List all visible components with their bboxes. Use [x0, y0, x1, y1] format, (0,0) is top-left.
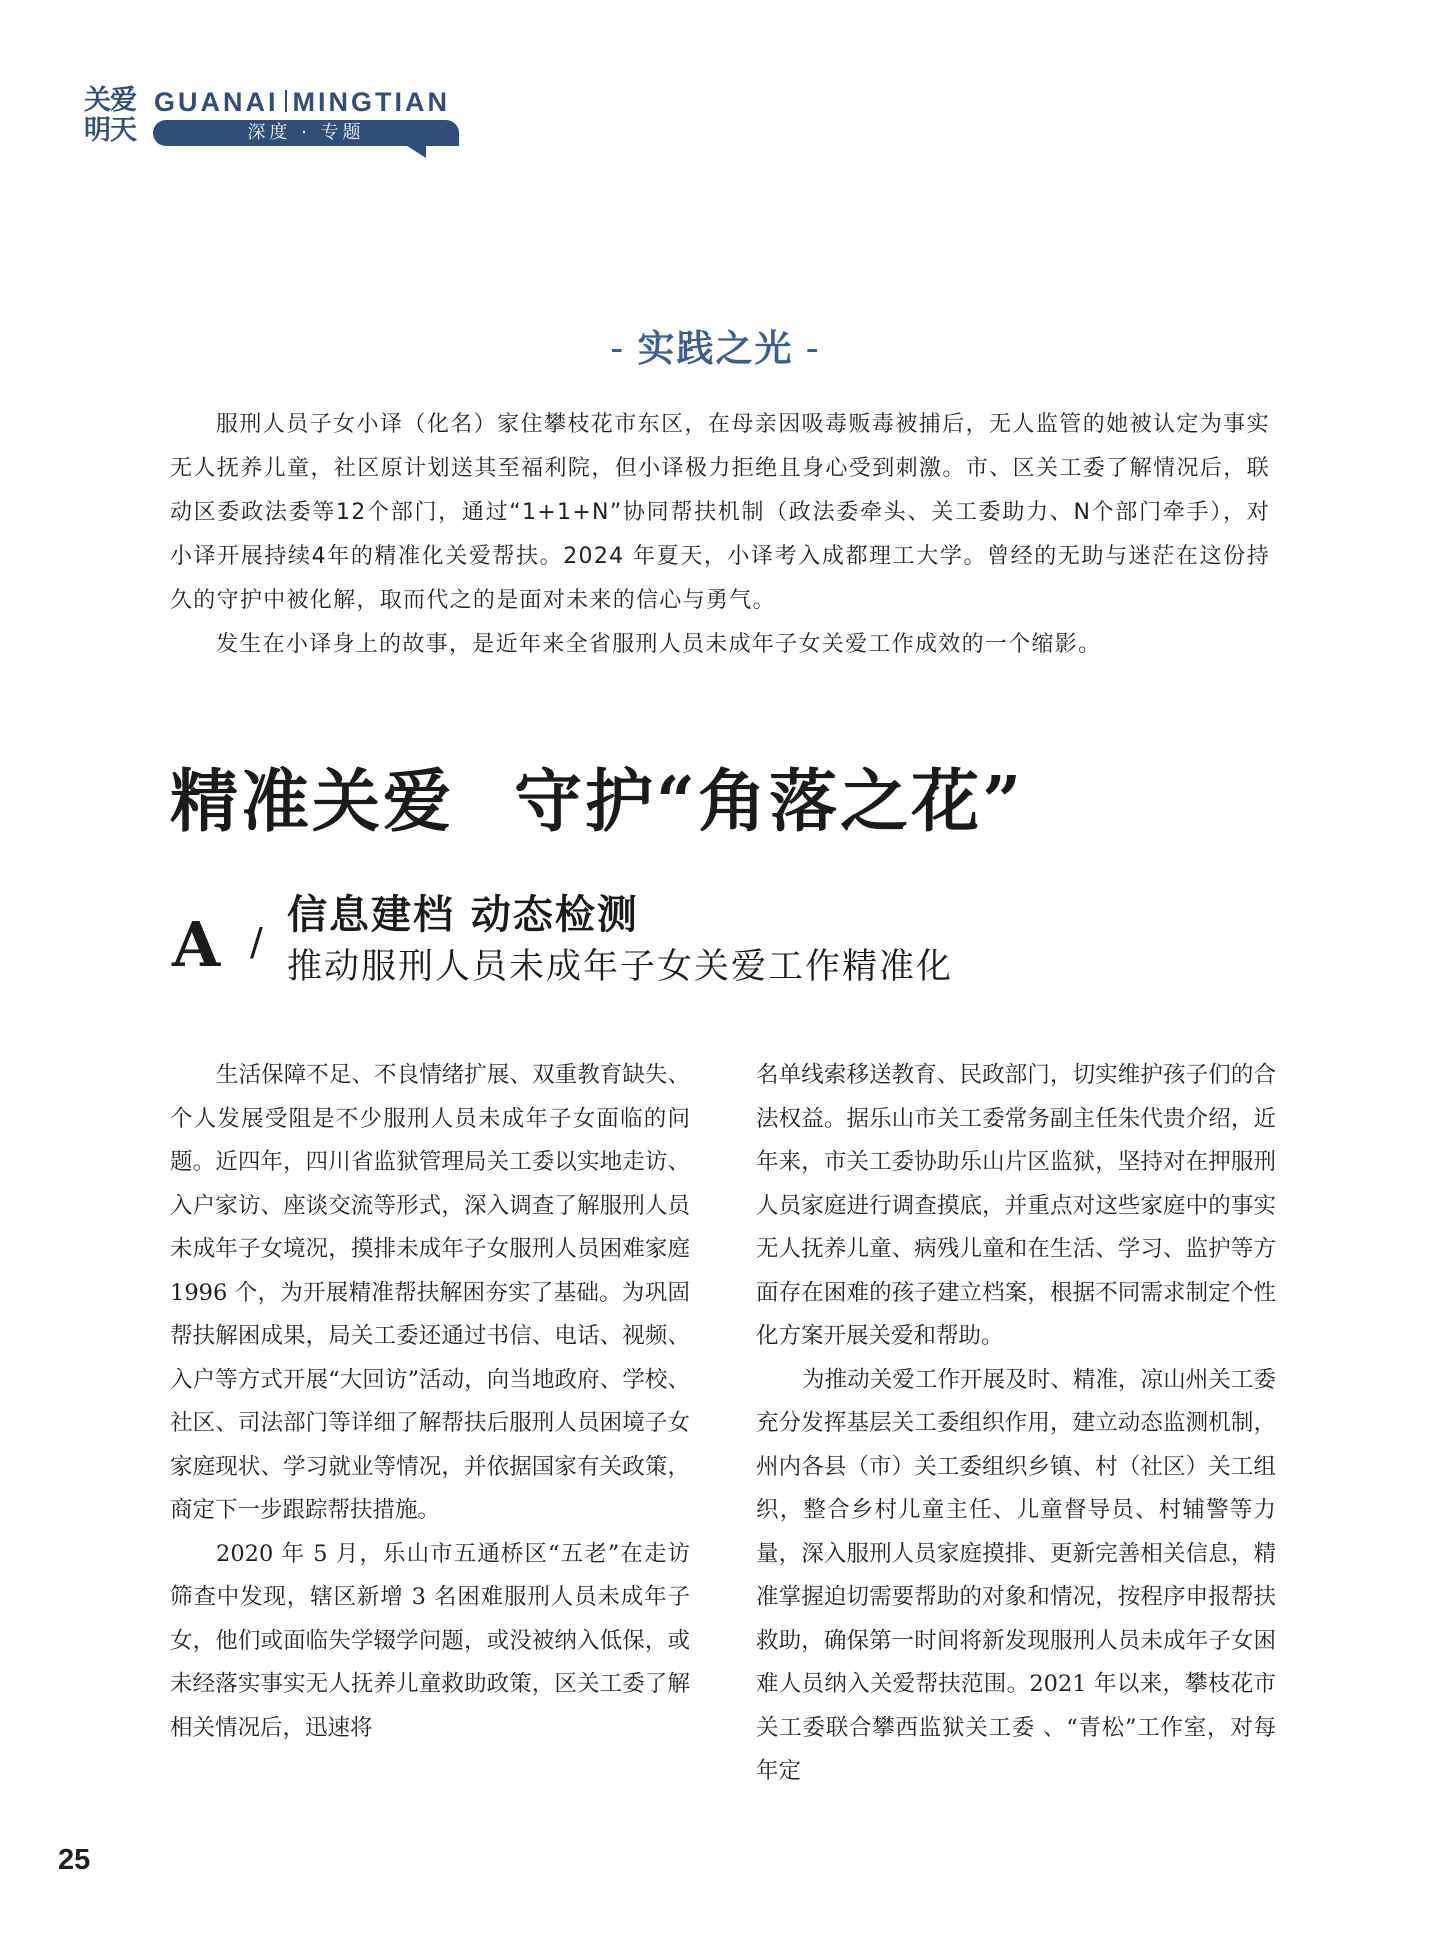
intro-paragraph-2: 发生在小译身上的故事，是近年来全省服刑人员未成年子女关爱工作成效的一个缩影。 — [216, 632, 1102, 657]
logo-separator — [285, 90, 287, 112]
section-tag — [0, 318, 1431, 372]
body-paragraph: 2020 年 5 月，乐山市五通桥区“五老”在走访筛查中发现，辖区新增 3 名困难服刑人员未成年子女，他们或面临失学辍学问题，或没被纳入低保，或未经落实事实无人抚养儿童救助政策，区关工委了解相关情况后，迅速将 — [170, 1540, 690, 1741]
intro-block — [170, 403, 1270, 667]
section-tag-text: 实践之光 — [637, 327, 794, 370]
body-paragraph: 名单线索移送教育、民政部门，切实维护孩子们的合法权益。据乐山市关工委常务副主任朱代贵介绍，近年来，市关工委协助乐山片区监狱，坚持对在押服刑人员家庭进行调查摸底，并重点对这些家庭中的事实无人抚养儿童、病残儿童和在生活、学习、监护等方面存在困难的孩子建立档案，根据不同需求制定个性化方案开展关爱和帮助。 — [756, 1062, 1276, 1349]
section-subtitle: 推动服刑人员未成年子女关爱工作精准化 — [287, 947, 954, 987]
body-column-right — [756, 1054, 1276, 1794]
label-tail-shape — [404, 144, 426, 158]
column-label: 深度 · 专题 — [153, 120, 459, 146]
section-title: 信息建档 动态检测 — [287, 892, 639, 938]
article-title-part-2: 守护“角落之花” — [514, 762, 1025, 842]
logo-chinese: 关爱明天 — [84, 85, 136, 146]
logo-english-left: GUANAI — [154, 87, 279, 117]
section-letter: A — [172, 908, 221, 981]
body-column-left — [170, 1054, 690, 1750]
article-title — [170, 748, 1024, 845]
logo-english — [154, 87, 450, 118]
tag-dash-left: - — [610, 327, 626, 370]
tag-dash-right: - — [805, 327, 821, 370]
intro-paragraph-1: 服刑人员子女小译（化名）家住攀枝花市东区，在母亲因吸毒贩毒被捕后，无人监管的她被认定为事实无人抚养儿童，社区原计划送其至福利院，但小译极力拒绝且身心受到刺激。市、区关工委了解情况后，联动区委政法委等12个部门，通过“1+1+N”协同帮扶机制（政法委牵头、关工委助力、N个部门牵手），对小译开展持续4年的精准化关爱帮扶。2024 年夏天，小译考入成都理工大学。曾经的无助与迷茫在这份持久的守护中被化解，取而代之的是面对未来的信心与勇气。 — [170, 412, 1270, 613]
page-number: 25 — [58, 1844, 91, 1876]
body-paragraph: 为推动关爱工作开展及时、精准，凉山州关工委充分发挥基层关工委组织作用，建立动态监测机制，州内各县（市）关工委组织乡镇、村（社区）关工组织，整合乡村儿童主任、儿童督导员、村辅警等力量，深入服刑人员家庭摸排、更新完善相关信息，精准掌握迫切需要帮助的对象和情况，按程序申报帮扶救助，确保第一时间将新发现服刑人员未成年子女困难人员纳入关爱帮扶范围。2021 年以来，攀枝花市关工委联合攀西监狱关工委 、“青松”工作室，对每年定 — [756, 1366, 1276, 1784]
body-paragraph: 生活保障不足、不良情绪扩展、双重教育缺失、个人发展受阻是不少服刑人员未成年子女面临的问题。近四年，四川省监狱管理局关工委以实地走访、入户家访、座谈交流等形式，深入调查了解服刑人员未成年子女境况，摸排未成年子女服刑人员困难家庭 1996 个，为开展精准帮扶解困夯实了基础。为巩固帮扶解困成果，局关工委还通过书信、电话、视频、入户等方式开展“大回访”活动，向当地政府、学校、社区、司法部门等详细了解帮扶后服刑人员困境子女家庭现状、学习就业等情况，并依据国家有关政策，商定下一步跟踪帮扶措施。 — [170, 1062, 690, 1523]
section-slash: / — [250, 920, 263, 964]
article-title-part-1: 精准关爱 — [170, 762, 455, 842]
logo-english-right: MINGTIAN — [292, 87, 450, 117]
magazine-header — [84, 86, 464, 156]
